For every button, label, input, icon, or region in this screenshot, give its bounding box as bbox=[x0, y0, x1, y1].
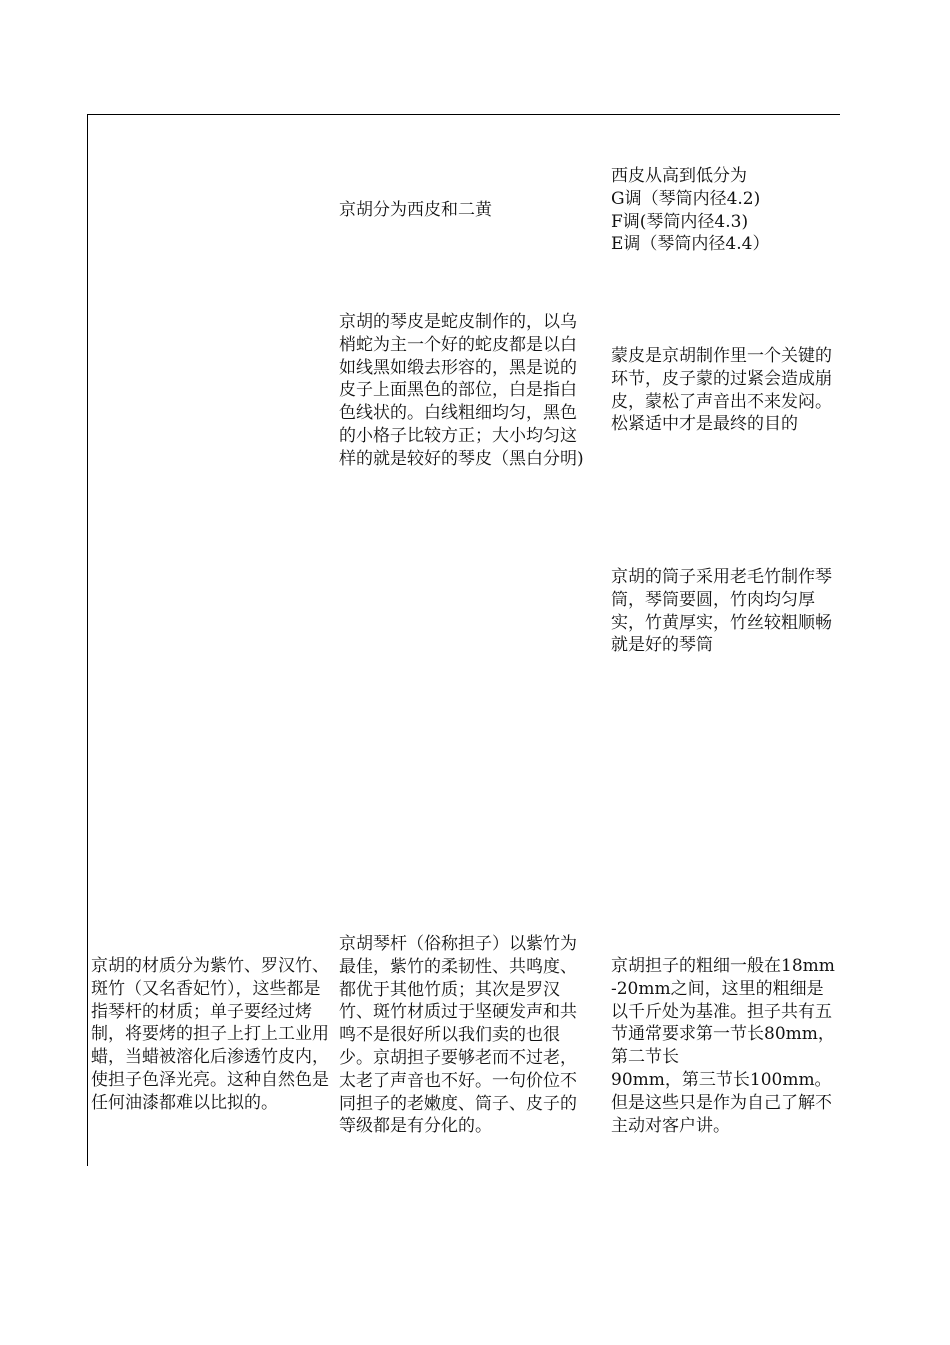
cell-rod-quality: 京胡琴杆（俗称担子）以紫竹为最佳，紫竹的柔韧性、共鸣度、都优于其他竹质；其次是罗汉竹、斑竹材质过于坚硬发声和共鸣不是很好所以我们卖的也很少。京胡担子要够老而不过老，太老了声音也不好。一句价位不同担子的老嫩度、筒子、皮子的等级都是有分化的。 bbox=[339, 934, 577, 1137]
cell-xipi-keys: 西皮从高到低分为 G调（琴筒内径4.2) F调(琴筒内径4.3) E调（琴筒内径4.4） bbox=[611, 166, 770, 255]
cell-snakeskin: 京胡的琴皮是蛇皮制作的，以乌梢蛇为主一个好的蛇皮都是以白如线黑如缎去形容的，黑是说的皮子上面黑色的部位，白是指白色线状的。白线粗细均匀，黑色的小格子比较方正；大小均匀这样的就是较好的琴皮（黑白分明) bbox=[339, 312, 584, 469]
table-top-border bbox=[87, 114, 840, 115]
cell-rod-dimensions: 京胡担子的粗细一般在18mm-20mm之间，这里的粗细是以千斤处为基准。担子共有五节通常要求第一节长80mm，第二节长 90mm，第三节长100mm。但是这些只是作为自己了解不主动对客户讲。 bbox=[611, 956, 835, 1136]
cell-jinghu-types: 京胡分为西皮和二黄 bbox=[339, 200, 492, 220]
cell-skin-mounting: 蒙皮是京胡制作里一个关键的环节，皮子蒙的过紧会造成崩皮，蒙松了声音出不来发闷。松紧适中才是最终的目的 bbox=[611, 346, 832, 435]
table-left-border bbox=[87, 114, 88, 1166]
cell-bamboo-tube: 京胡的筒子采用老毛竹制作琴筒，琴筒要圆，竹肉均匀厚实，竹黄厚实，竹丝较粗顺畅就是好的琴筒 bbox=[611, 567, 832, 656]
cell-rod-material: 京胡的材质分为紫竹、罗汉竹、斑竹（又名香妃竹），这些都是指琴杆的材质；单子要经过烤制，将要烤的担子上打上工业用蜡，当蜡被溶化后渗透竹皮内，使担子色泽光亮。这种自然色是任何油漆都难以比拟的。 bbox=[91, 956, 329, 1113]
